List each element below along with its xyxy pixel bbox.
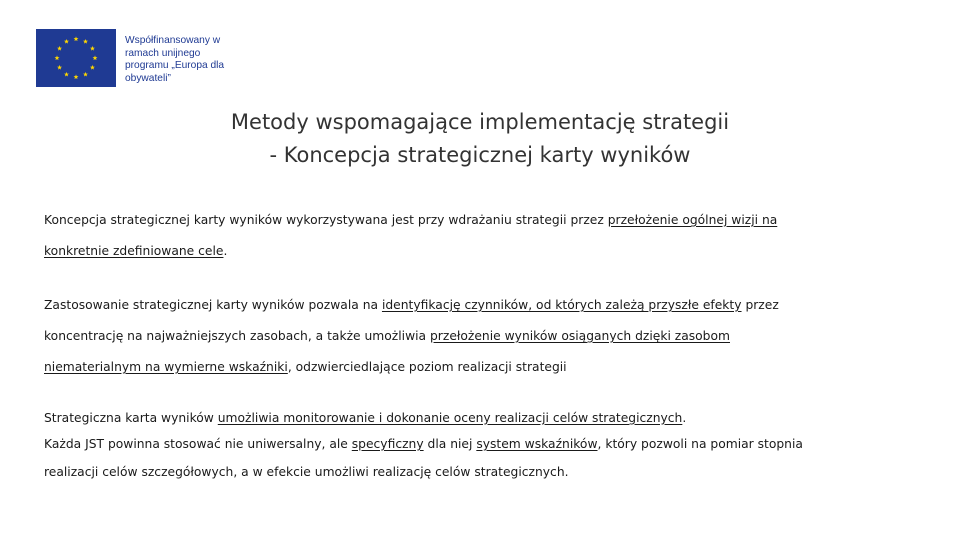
underlined-text: system wskaźników — [476, 437, 598, 451]
underlined-text: identyfikację czynników, od których zależą przyszłe efekty — [381, 298, 742, 312]
underlined-text: konkretnie zdefiniowane cele — [44, 244, 224, 258]
star-icon — [57, 65, 62, 70]
slide-body — [44, 205, 904, 488]
star-icon — [55, 55, 60, 60]
star-icon — [83, 39, 88, 44]
text: , odzwierciedlające poziom realizacji strategii — [287, 360, 567, 374]
paragraph-1 — [44, 205, 904, 267]
text: Zastosowanie strategicznej karty wyników pozwala na — [44, 298, 382, 312]
eu-cofinancing-logo — [36, 29, 243, 89]
logo-caption-line: ramach unijnego — [125, 47, 201, 59]
star-icon — [64, 72, 69, 77]
star-icon — [93, 55, 98, 60]
logo-caption-line: Współfinansowany w — [125, 35, 221, 46]
paragraph-2 — [44, 290, 904, 383]
text: . — [682, 411, 687, 425]
logo-caption-line: programu „Europa dla — [125, 60, 225, 71]
text: realizacji celów szczegółowych, a w efekcie umożliwi realizację celów strategicznych. — [44, 465, 569, 479]
star-icon — [74, 36, 79, 41]
slide-title-line-1: Metody wspomagające implementację strategii — [230, 110, 730, 134]
text: Każda JST powinna stosować nie uniwersalny, ale — [44, 437, 352, 451]
slide-title — [0, 106, 960, 172]
underlined-text: specyficzny — [351, 437, 424, 451]
text: koncentrację na najważniejszych zasobach, a także umożliwia — [44, 329, 430, 343]
star-icon — [90, 65, 95, 70]
paragraph-3 — [44, 405, 904, 431]
underlined-text: umożliwia monitorowanie i dokonanie oceny realizacji celów strategicznych — [217, 411, 683, 425]
text: Strategiczna karta wyników — [44, 411, 218, 425]
underlined-text: przełożenie ogólnej wizji na — [607, 213, 778, 227]
eu-flag-icon — [36, 29, 116, 87]
paragraph-4 — [44, 431, 904, 488]
underlined-text: przełożenie wyników osiąganych dzięki zasobom — [430, 329, 730, 343]
underlined-text: niematerialnym na wymierne wskaźniki — [44, 360, 288, 374]
text: przez — [741, 298, 779, 312]
logo-caption-line: obywateli” — [125, 72, 171, 84]
slide-title-line-2: - Koncepcja strategicznej karty wyników — [269, 143, 691, 167]
text: , który pozwoli na pomiar stopnia — [597, 437, 803, 451]
text: dla niej — [423, 437, 477, 451]
star-icon — [83, 72, 88, 77]
logo-caption — [125, 35, 243, 85]
star-icon — [64, 39, 69, 44]
text: Koncepcja strategicznej karty wyników wykorzystywana jest przy wdrażaniu strategii przez — [44, 213, 608, 227]
text: . — [223, 244, 228, 258]
star-icon — [57, 46, 62, 51]
star-icon — [74, 74, 79, 79]
star-icon — [90, 46, 95, 51]
